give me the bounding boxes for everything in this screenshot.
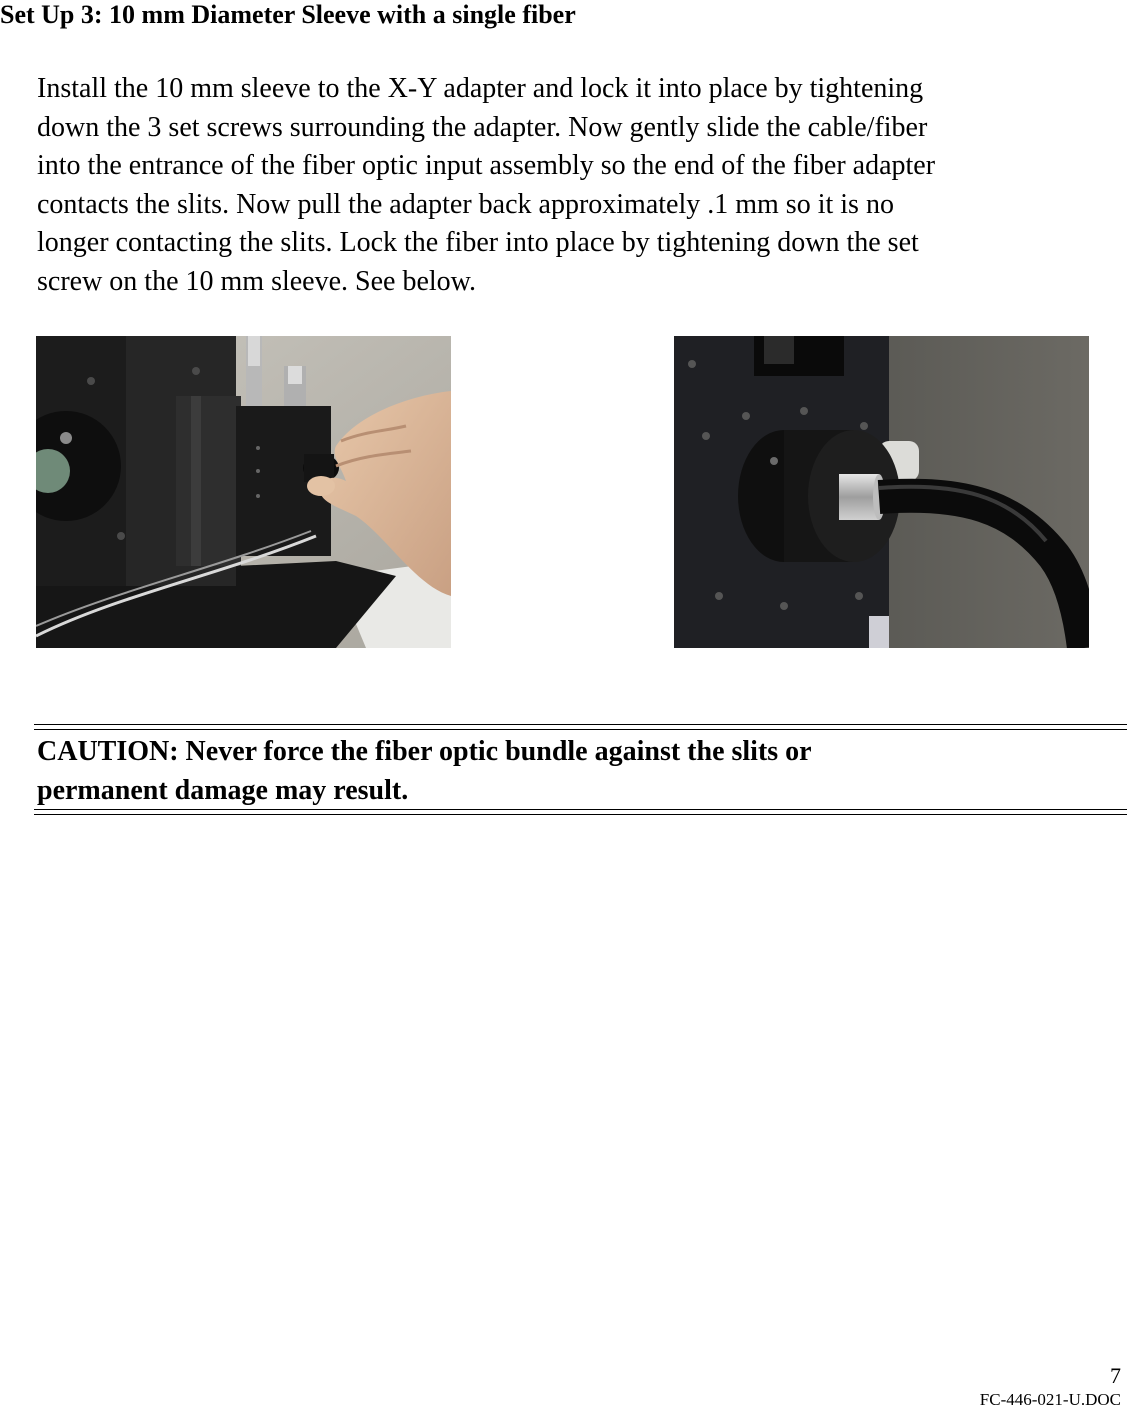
page-number: 7 [1110, 1363, 1121, 1388]
sleeve-install-photo [36, 336, 451, 648]
section-heading: Set Up 3: 10 mm Diameter Sleeve with a single fiber [0, 0, 576, 29]
instructions-paragraph [37, 70, 1117, 301]
paragraph-line: longer contacting the slits. Lock the fiber into place by tightening down the set [37, 227, 919, 258]
caution-line: CAUTION: Never force the fiber optic bundle against the slits or [37, 736, 812, 767]
fiber-installed-photo [674, 336, 1089, 648]
paragraph-line: screw on the 10 mm sleeve. See below. [37, 265, 477, 297]
caution-line: permanent damage may result. [37, 774, 409, 806]
caution-bottom-rule-inner [34, 814, 1127, 815]
document-id: FC-446-021-U.DOC [979, 1390, 1121, 1409]
paragraph-line: contacts the slits. Now pull the adapter back approximately .1 mm so it is no [37, 188, 894, 220]
caution-top-rule-inner [34, 729, 1127, 730]
paragraph-line: down the 3 set screws surrounding the adapter. Now gently slide the cable/fiber [37, 111, 928, 143]
caution-box [37, 733, 1117, 810]
caution-bottom-rule [34, 809, 1127, 810]
caution-top-rule [34, 724, 1127, 725]
paragraph-line: Install the 10 mm sleeve to the X-Y adapter and lock it into place by tightening [37, 73, 924, 104]
paragraph-line: into the entrance of the fiber optic input assembly so the end of the fiber adapter [37, 150, 936, 181]
